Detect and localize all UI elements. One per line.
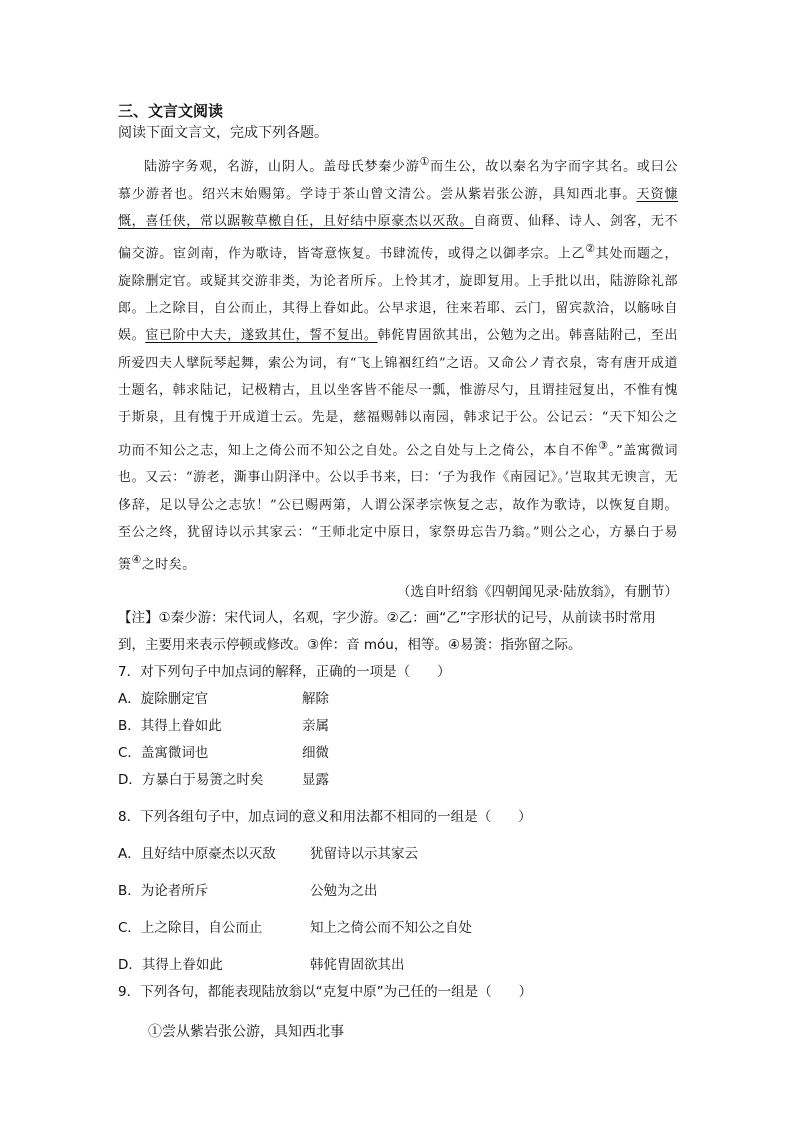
question-7-option-d[interactable]: [118, 767, 678, 794]
underlined-sentence-2: 宦已阶中大夫，遂致其仕，誓不复出。: [145, 328, 378, 344]
source-citation: （选自叶绍翁《四朝闻见录·陆放翁》，有删节）: [396, 583, 678, 600]
option-answer: 知上之倚公而不知公之自处: [310, 919, 472, 936]
annotation-note: 【注】①秦少游：宋代词人，名观，字少游。②乙：画“乙”字形状的记号，从前读书时常用到，主要用来表示停顿或修改。③侔：音 móu，相等。④易箦：指弥留之际。: [118, 609, 656, 653]
question-8-option-c[interactable]: [118, 915, 678, 942]
option-label: C．盖寓微词也: [118, 744, 209, 761]
option-label: A．且好结中原豪杰以灭敌: [118, 845, 276, 862]
question-8-stem: 8．下列各组句子中，加点词的意义和用法都不相同的一组是（ ）: [118, 808, 532, 825]
passage-text: 而生公，故以秦名为字而字其名。或曰公慕少游者也。绍兴末始赐第。学诗于茶山曾文清公。尝从紫岩张公游，具知西北事。: [118, 159, 678, 202]
option-answer: 显露: [302, 771, 329, 788]
question-7-option-a[interactable]: [118, 686, 678, 713]
classical-passage: [118, 148, 678, 579]
passage-paragraph: [118, 148, 678, 579]
option-answer: 犹留诗以示其家云: [310, 845, 418, 862]
option-answer: 公勉为之出: [310, 882, 378, 899]
section-title: 三、文言文阅读: [118, 102, 224, 120]
question-7-option-b[interactable]: [118, 713, 678, 740]
instruction: 阅读下面文言文，完成下列各题。: [118, 125, 328, 141]
option-label: B．其得上眷如此: [118, 717, 222, 734]
question-8-option-a[interactable]: [118, 841, 678, 868]
question-8-option-d[interactable]: [118, 952, 678, 979]
option-label: A．旋除删定官: [118, 690, 209, 707]
passage-text: 之时矣。: [141, 557, 196, 573]
passage-text: 。”盖寓微词也。又云：“游老，澌事山阴泽中。公以手书来，曰：‘子为我作《南园记》。’岂取其无谀言，无侈辞，足以导公之志欤！”公已赐两第，人谓公深孝宗恢复之志，故作为歌诗，以恢复自期。至公之终，犹留诗以示其家云：“王师北定中原日，家祭毋忘告乃翁。”则公之心，方暴白于易箦: [118, 442, 678, 573]
question-7-option-c[interactable]: [118, 740, 678, 767]
footnote-marker: ①: [419, 155, 431, 168]
option-answer: 韩侂胄固欲其出: [310, 956, 405, 973]
passage-text: 陆游字务观，名游，山阴人。盖母氏梦秦少游: [144, 159, 420, 175]
question-9-item-1: ①尝从紫岩张公游，具知西北事: [148, 1023, 344, 1040]
passage-text: 其处而题之，旋除删定官。或疑其交游非类，为论者所斥。上怜其才，旋即复用。上手批以出，陆游除礼部郎。上之除目，自公而止，其得上眷如此。公早求退，往来若耶、云门，留宾款洽，以觞咏自娱。: [118, 246, 678, 344]
option-answer: 解除: [302, 690, 329, 707]
option-label: D．方暴白于易箦之时矣: [118, 771, 264, 788]
option-label: D．其得上眷如此: [118, 956, 223, 973]
option-label: B．为论者所斥: [118, 882, 209, 899]
option-answer: 细微: [302, 744, 329, 761]
exam-page: [118, 100, 678, 1044]
passage-text: 韩侂胄固欲其出，公勉为之出。韩喜陆附己，至出所爱四夫人擘阮琴起舞，索公为词，有“飞上锦裀红绉”之语。又命公ノ青衣泉，寄有唐开成道士题名，韩求陆记，记极精古，且以坐客皆不能尽一瓢，惟游尽勺，且谓挂冠复出，不惟有愧于斯泉，且有愧于开成道士云。先是，慈福赐韩以南园，韩求记于公。公记云：“天下知公之功而不知公之志，知上之倚公而不知公之自处。公之自处与上之倚公，本自不侔: [118, 328, 678, 458]
question-7-stem: 7．对下列句子中加点词的解释，正确的一项是（ ）: [118, 663, 451, 680]
footnote-marker: ②: [585, 242, 596, 256]
option-answer: 亲属: [302, 717, 329, 734]
option-label: C．上之除目，自公而止: [118, 919, 263, 936]
footnote-marker: ④: [131, 553, 142, 567]
passage-text: 自商贾、仙释、诗人、剑客，无不偏交游。宦剑南，作为歌诗，皆寄意恢复。书肆流传，或得之以御孝宗。上乙: [118, 213, 678, 262]
question-9-stem: 9．下列各句，都能表现陆放翁以“克复中原”为己任的一组是（ ）: [118, 983, 533, 1000]
footnote-marker: ③: [598, 438, 609, 452]
question-8-option-b[interactable]: [118, 878, 678, 905]
underlined-sentence-1: 天资慷慨，喜任侠，常以踞鞍草檄自任，且好结中原豪杰以灭敌。: [118, 186, 678, 229]
